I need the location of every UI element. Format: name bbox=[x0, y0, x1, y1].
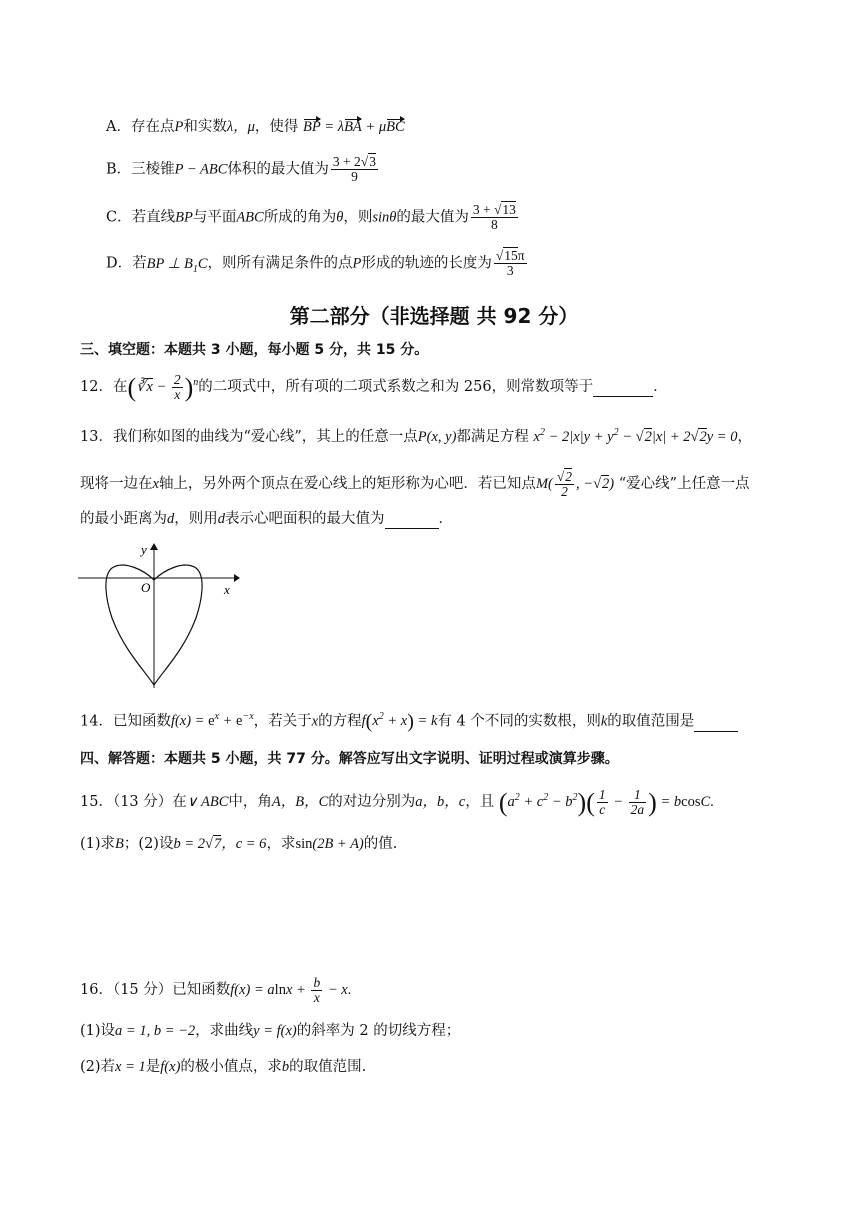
q13-m-coords: ( $\frac{√2}{2}$ , −√2) bbox=[548, 469, 615, 500]
option-a-label: A． bbox=[106, 119, 131, 135]
q14-x: x bbox=[311, 713, 319, 730]
option-b-fraction: $\frac{3 + 2√3}{9}$ bbox=[332, 154, 376, 185]
q15-bval: b = 2√7 bbox=[173, 836, 222, 852]
q13-x: x bbox=[152, 476, 159, 492]
q13-text3: 现将一边在 bbox=[80, 476, 153, 492]
q13-point: P(x, y) bbox=[417, 428, 457, 445]
option-d-label: D． bbox=[106, 255, 133, 272]
option-b-text2: 体积的最大值为 bbox=[227, 161, 329, 178]
q14-function: $f(x) = e^x + e^{-x}$ bbox=[170, 711, 254, 730]
option-c-text5: 的最大值为 bbox=[396, 209, 469, 226]
q12-binomial: (∛x − $\frac{2}{x}$ )$^n$ bbox=[127, 371, 199, 403]
question-13-line3 bbox=[80, 511, 453, 529]
q13-text7: ，则用 bbox=[174, 511, 218, 527]
q14-text1: 14．已知函数 bbox=[80, 713, 171, 730]
q16-function: f(x) = alnx + $\frac{b}{x}$ − x bbox=[230, 975, 348, 1006]
option-d-fraction: $\frac{√15\pi}{3}$ bbox=[495, 248, 525, 279]
q15-text6: 的值. bbox=[363, 836, 398, 852]
plane-abc: ABC bbox=[236, 209, 264, 226]
q13-end: ． bbox=[438, 511, 453, 527]
q16-p2-b: b bbox=[281, 1059, 290, 1075]
heart-curve-graph bbox=[74, 540, 244, 690]
q13-text6: 的最小距离为 bbox=[80, 511, 167, 527]
option-d-expr: BP ⊥ $B_1C$ bbox=[146, 255, 208, 275]
q15-sides: a，b，c bbox=[415, 793, 466, 810]
q15-text2: 中，角 bbox=[228, 793, 272, 810]
option-b bbox=[106, 155, 380, 184]
lambda-mu: λ，μ bbox=[226, 119, 255, 135]
q13-text1: 13．我们称如图的曲线为“爱心线”，其上的任意一点 bbox=[80, 428, 418, 445]
option-d bbox=[106, 249, 529, 278]
q12-end: ． bbox=[653, 378, 668, 395]
q16-p2-text2: 的极小值点，求 bbox=[180, 1059, 282, 1075]
q14-text4: 有 4 个不同的实数根，则 bbox=[437, 713, 601, 730]
q15-text5: ，求 bbox=[266, 836, 296, 852]
theta: θ bbox=[336, 209, 344, 226]
part-title: 第二部分（非选择题 共 92 分） bbox=[289, 304, 579, 328]
question-13-line1: 13．我们称如图的曲线为“爱心线”，其上的任意一点P(x, y)都满足方程 $x^2 - 2|x|y + y^2 - √2|x| + 2√2y = 0$， bbox=[80, 427, 752, 445]
q16-text1: 16．（15 分）已知函数 bbox=[80, 982, 231, 998]
q13-d2: d bbox=[217, 511, 225, 527]
q12-number: 12．在 bbox=[80, 378, 128, 395]
q15-text1: 15．（13 分）在 bbox=[80, 793, 187, 810]
option-c bbox=[106, 203, 520, 232]
q14-text2: ，若关于 bbox=[253, 713, 312, 730]
q16-p2-text3: 的取值范围. bbox=[289, 1059, 367, 1075]
graph-y-label: y bbox=[141, 542, 147, 557]
line-bp: BP bbox=[175, 209, 193, 226]
q13-text2: 都满足方程 bbox=[456, 428, 529, 445]
question-13-line2 bbox=[80, 470, 750, 499]
question-15-parts bbox=[80, 836, 397, 853]
question-14 bbox=[80, 710, 738, 734]
q13-text8: 表示心吧面积的最大值为 bbox=[225, 511, 385, 527]
q15-sin: sin(2B + A) bbox=[295, 836, 364, 852]
question-16-part1 bbox=[80, 1023, 460, 1040]
q16-p2-label: (2)若 bbox=[80, 1059, 116, 1075]
point-p: P bbox=[174, 119, 184, 135]
option-b-expr: P − ABC bbox=[174, 161, 228, 178]
q16-p1-text2: 的斜率为 2 的切线方程； bbox=[296, 1023, 461, 1039]
q12-text: 的二项式中，所有项的二项式系数之和为 256，则常数项等于 bbox=[198, 378, 594, 395]
q16-p2-x: x = 1 bbox=[115, 1059, 146, 1075]
option-a-text: 存在点 bbox=[130, 119, 175, 135]
question-12 bbox=[80, 372, 668, 403]
q15-triangle: ∨ ABC bbox=[186, 793, 229, 810]
q13-text5: “爱心线”上任意一点 bbox=[618, 476, 750, 492]
q15-text4: ，且 bbox=[465, 793, 495, 810]
q15-angles: A，B，C bbox=[271, 793, 329, 810]
q15-text3: 的对边分别为 bbox=[328, 793, 416, 810]
heart-equation: $x^2 - 2|x|y + y^2 - √2|x| + 2√2y = 0$ bbox=[533, 427, 738, 445]
section3-heading: 三、填空题：本题共 3 小题，每小题 5 分，共 15 分。 bbox=[80, 342, 429, 358]
q15-part2: ；(2)设 bbox=[123, 836, 174, 852]
q12-answer-blank[interactable] bbox=[593, 379, 653, 397]
sin-theta: sinθ bbox=[372, 209, 397, 226]
graph-x-label: x bbox=[224, 582, 230, 597]
question-15: 15．（13 分）在∨ ABC中，角A，B，C的对边分别为a，b，c，且 $(a^2 + c^2 - b^2)$( $\frac{1}{c}$ − $\frac{1}{2a}$ ) = bcosC. bbox=[80, 786, 714, 818]
option-c-text2: 与平面 bbox=[192, 209, 237, 226]
option-c-label: C． bbox=[106, 209, 132, 226]
q15-cval: ，c = 6 bbox=[221, 836, 267, 852]
q14-equation: $f(x^2 + x) = k$ bbox=[361, 711, 438, 733]
q14-k: k bbox=[600, 713, 608, 730]
option-d-text3: 形成的轨迹的长度为 bbox=[361, 255, 492, 272]
q15-b: B bbox=[115, 836, 124, 852]
q14-text3: 的方程 bbox=[318, 713, 362, 730]
option-c-fraction: $\frac{3 + √13}{8}$ bbox=[472, 202, 516, 233]
option-c-text: 若直线 bbox=[131, 209, 176, 226]
section4-heading: 四、解答题：本题共 5 小题，共 77 分。解答应写出文字说明、证明过程或演算步骤。 bbox=[80, 751, 619, 767]
question-16: 16．（15 分）已知函数f(x) = alnx + $\frac{b}{x}$ − x. bbox=[80, 975, 352, 1006]
q16-p1-text: ，求曲线 bbox=[195, 1023, 254, 1039]
vector-equation: BP = λBA + μBC bbox=[303, 119, 405, 135]
option-a bbox=[106, 119, 405, 136]
option-d-text2: ，则所有满足条件的点 bbox=[207, 255, 353, 272]
q13-d: d bbox=[167, 511, 175, 527]
q14-answer-blank[interactable] bbox=[694, 713, 738, 731]
q13-m: M bbox=[535, 476, 549, 492]
q16-p1-curve: y = f(x) bbox=[253, 1023, 297, 1039]
option-d-text: 若 bbox=[132, 255, 147, 272]
option-c-text3: 所成的角为 bbox=[263, 209, 337, 226]
q14-text5: 的取值范围是 bbox=[607, 713, 695, 730]
option-c-text4: ，则 bbox=[343, 209, 373, 226]
q16-p1-values: a = 1, b = −2 bbox=[115, 1023, 196, 1039]
question-16-part2 bbox=[80, 1059, 366, 1076]
graph-origin-label: O bbox=[141, 580, 151, 595]
point-p-d: P bbox=[352, 255, 362, 272]
option-a-text3: ，使得 bbox=[254, 119, 299, 135]
q15-equation: $(a^2 + c^2 - b^2)$( $\frac{1}{c}$ − $\frac{1}{2a}$ ) = bcosC bbox=[498, 786, 711, 818]
q13-answer-blank[interactable] bbox=[385, 511, 439, 529]
q16-p1-label: (1)设 bbox=[80, 1023, 116, 1039]
q13-text4: 轴上，另外两个顶点在爱心线上的矩形称为心吧．若已知点 bbox=[158, 476, 536, 492]
q16-p2-text: 是 bbox=[145, 1059, 161, 1075]
option-b-text: 三棱锥 bbox=[131, 161, 175, 178]
q16-p2-f: f(x) bbox=[160, 1059, 181, 1075]
option-b-label: B． bbox=[106, 161, 132, 178]
q15-part1: (1)求 bbox=[80, 836, 116, 852]
option-a-text2: 和实数 bbox=[183, 119, 227, 135]
